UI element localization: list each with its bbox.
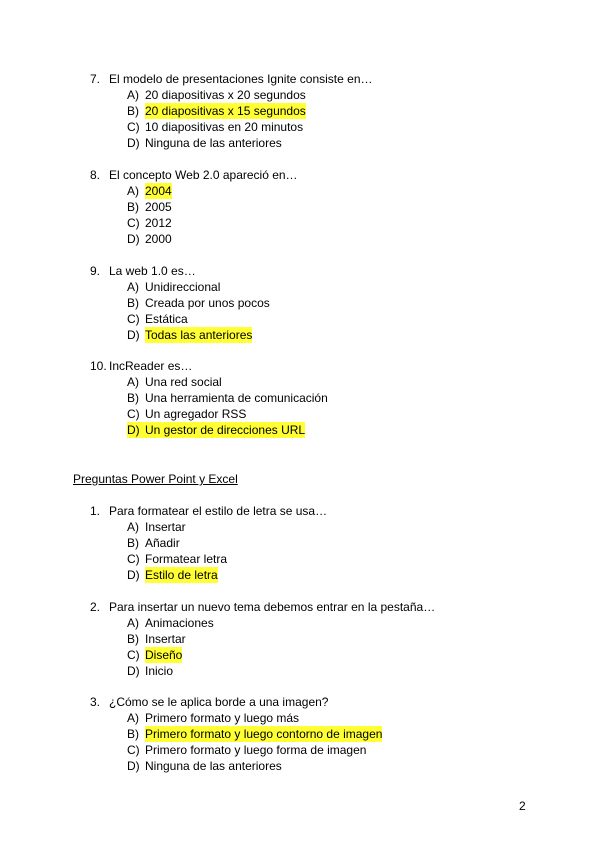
option-letter: A): [127, 616, 139, 630]
option-letter: B): [127, 200, 139, 214]
answer-options: [127, 519, 570, 583]
question-line: [90, 263, 570, 279]
option-letter: A): [127, 375, 139, 389]
answer-options: [127, 279, 570, 343]
option-letter: A): [127, 88, 139, 102]
option-text: Creada por unos pocos: [145, 296, 270, 310]
option-text: 20 diapositivas x 15 segundos: [145, 104, 306, 118]
option-text: Un gestor de direcciones URL: [145, 423, 306, 437]
option-text: Estática: [145, 312, 188, 326]
option-letter: C): [127, 120, 140, 134]
question-number: 8.: [90, 168, 101, 182]
option-text: Inicio: [145, 664, 174, 678]
question-text: El concepto Web 2.0 apareció en…: [109, 168, 298, 182]
option-text: Un agregador RSS: [145, 407, 247, 421]
question-line: [90, 71, 570, 87]
answer-option: [127, 615, 570, 631]
option-text: 2005: [145, 200, 172, 214]
option-text: Una red social: [145, 375, 222, 389]
page-number: 2: [519, 799, 526, 813]
answer-option-correct: [127, 422, 570, 438]
option-text: Ninguna de las anteriores: [145, 759, 282, 773]
question-pp-2: [90, 599, 570, 679]
answer-option: [127, 390, 570, 406]
question-number: 2.: [90, 600, 101, 614]
question-line: [90, 167, 570, 183]
answer-option: [127, 758, 570, 774]
answer-option: [127, 710, 570, 726]
option-letter: C): [127, 743, 140, 757]
option-text: Unidireccional: [145, 280, 221, 294]
question-7: [90, 71, 570, 151]
answer-option-correct: [127, 647, 570, 663]
answer-option: [127, 519, 570, 535]
answer-option: [127, 135, 570, 151]
option-letter: A): [127, 280, 139, 294]
answer-option-correct: [127, 327, 570, 343]
option-letter: B): [127, 632, 139, 646]
question-8: [90, 167, 570, 247]
option-text: Diseño: [145, 648, 183, 662]
option-letter: A): [127, 520, 139, 534]
question-number: 7.: [90, 72, 101, 86]
answer-options: [127, 374, 570, 438]
answer-options: [127, 710, 570, 774]
question-text: IncReader es…: [109, 359, 193, 373]
option-text: Estilo de letra: [145, 568, 218, 582]
option-letter: C): [127, 216, 140, 230]
option-text: 20 diapositivas x 20 segundos: [145, 88, 306, 102]
option-letter: B): [127, 391, 139, 405]
option-letter: B): [127, 727, 139, 741]
answer-option: [127, 663, 570, 679]
answer-option: [127, 535, 570, 551]
option-text: Insertar: [145, 632, 186, 646]
answer-option: [127, 279, 570, 295]
option-text: 2004: [145, 184, 172, 198]
question-line: [90, 599, 570, 615]
option-text: Todas las anteriores: [145, 328, 253, 342]
option-letter: D): [127, 664, 140, 678]
option-text: 2012: [145, 216, 172, 230]
option-text: 10 diapositivas en 20 minutos: [145, 120, 304, 134]
answer-option: [127, 311, 570, 327]
question-text: Para formatear el estilo de letra se usa…: [109, 504, 328, 518]
option-text: Una herramienta de comunicación: [145, 391, 328, 405]
option-letter: C): [127, 648, 140, 662]
answer-option: [127, 295, 570, 311]
option-text: Primero formato y luego más: [145, 711, 300, 725]
option-letter: B): [127, 536, 139, 550]
question-9: [90, 263, 570, 343]
question-number: 10.: [90, 359, 107, 373]
question-line: [90, 358, 570, 374]
question-pp-1: [90, 503, 570, 583]
option-text: Formatear letra: [145, 552, 228, 566]
option-letter: B): [127, 104, 139, 118]
question-text: ¿Cómo se le aplica borde a una imagen?: [109, 695, 329, 709]
option-letter: D): [127, 232, 140, 246]
answer-options: [127, 615, 570, 679]
question-number: 3.: [90, 695, 101, 709]
option-letter: A): [127, 711, 139, 725]
answer-option-correct: [127, 726, 570, 742]
option-letter: D): [127, 759, 140, 773]
answer-option-correct: [127, 183, 570, 199]
option-text: Añadir: [145, 536, 180, 550]
option-text: Primero formato y luego forma de imagen: [145, 743, 367, 757]
answer-option: [127, 742, 570, 758]
answer-options: [127, 183, 570, 247]
answer-option: [127, 406, 570, 422]
answer-option: [127, 199, 570, 215]
question-10: [90, 358, 570, 438]
answer-option-correct: [127, 103, 570, 119]
option-letter: D): [127, 422, 145, 438]
option-letter: D): [127, 136, 140, 150]
answer-option: [127, 119, 570, 135]
question-line: [90, 694, 570, 710]
section-title: Preguntas Power Point y Excel: [73, 472, 238, 486]
answer-option: [127, 374, 570, 390]
question-text: La web 1.0 es…: [109, 264, 196, 278]
answer-options: [127, 87, 570, 151]
option-text: Animaciones: [145, 616, 214, 630]
question-number: 1.: [90, 504, 101, 518]
question-text: Para insertar un nuevo tema debemos entrar en la pestaña…: [109, 600, 436, 614]
question-number: 9.: [90, 264, 101, 278]
answer-option: [127, 231, 570, 247]
option-text: Ninguna de las anteriores: [145, 136, 282, 150]
option-text: Insertar: [145, 520, 186, 534]
answer-option: [127, 215, 570, 231]
option-letter: C): [127, 552, 140, 566]
answer-option: [127, 551, 570, 567]
question-line: [90, 503, 570, 519]
option-letter: D): [127, 568, 140, 582]
option-letter: D): [127, 328, 140, 342]
option-text: Primero formato y luego contorno de imagen: [145, 727, 383, 741]
option-text: 2000: [145, 232, 172, 246]
option-letter: C): [127, 407, 140, 421]
question-pp-3: [90, 694, 570, 774]
option-letter: C): [127, 312, 140, 326]
option-letter: A): [127, 184, 139, 198]
answer-option-correct: [127, 567, 570, 583]
answer-option: [127, 631, 570, 647]
question-text: El modelo de presentaciones Ignite consiste en…: [109, 72, 373, 86]
option-letter: B): [127, 296, 139, 310]
answer-option: [127, 87, 570, 103]
